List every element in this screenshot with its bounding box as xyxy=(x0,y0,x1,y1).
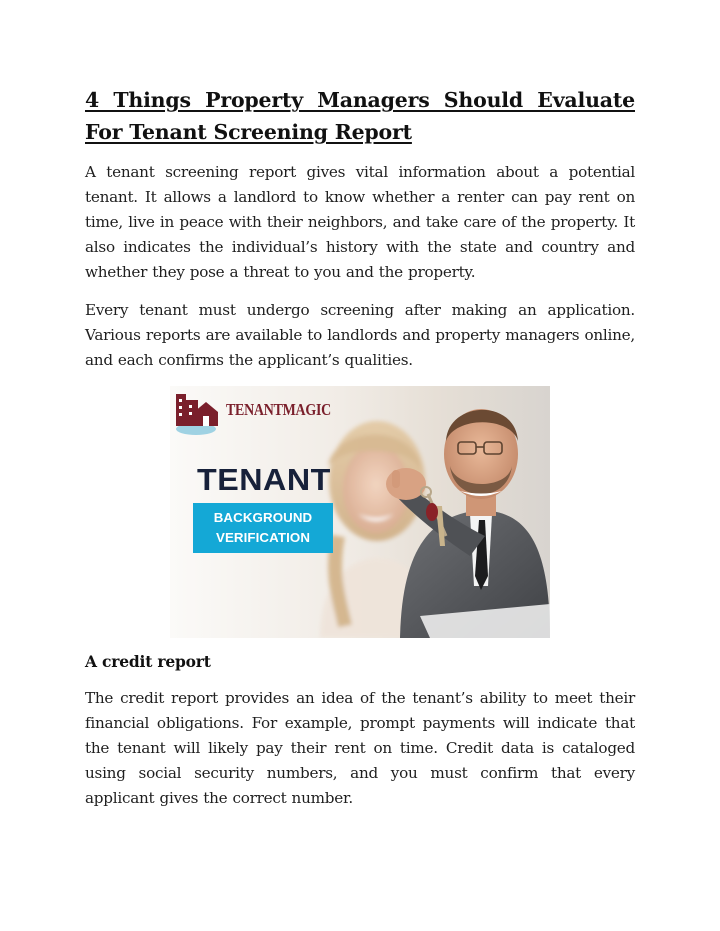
intro-paragraph: A tenant screening report gives vital information about a potential tenant. It allows a landlord to know whether a renter can pay rent on time, live in peace with their neighbors, and take care of the property. It also indicates the individual’s history with the state and country and whether they pose a threat to you and the property. xyxy=(85,163,635,281)
document-title: 4 Things Property Managers Should Evaluate For Tenant Screening Report xyxy=(85,88,635,144)
verification-badge xyxy=(193,503,333,553)
badge-line-1: BACKGROUND xyxy=(213,510,313,525)
illustration-headline: TENANT xyxy=(197,462,331,497)
screening-paragraph: Every tenant must undergo screening after making an application. Various reports are available to landlords and property managers online, and each confirms the applicant’s qualities. xyxy=(85,301,635,369)
tenant-verification-illustration xyxy=(170,386,550,638)
badge-line-2: VERIFICATION xyxy=(215,530,311,545)
section-heading: A credit report xyxy=(85,652,211,671)
brand-logo-text: TENANTMAGIC xyxy=(226,400,331,419)
section-body: The credit report provides an idea of the tenant’s ability to meet their financial obligations. For example, prompt payments will indicate that the tenant will likely pay their rent on time. Credit data is cataloged using social security numbers, and you must confirm that every applicant gives the correct number. xyxy=(85,689,635,807)
house-logo-icon xyxy=(176,394,218,435)
